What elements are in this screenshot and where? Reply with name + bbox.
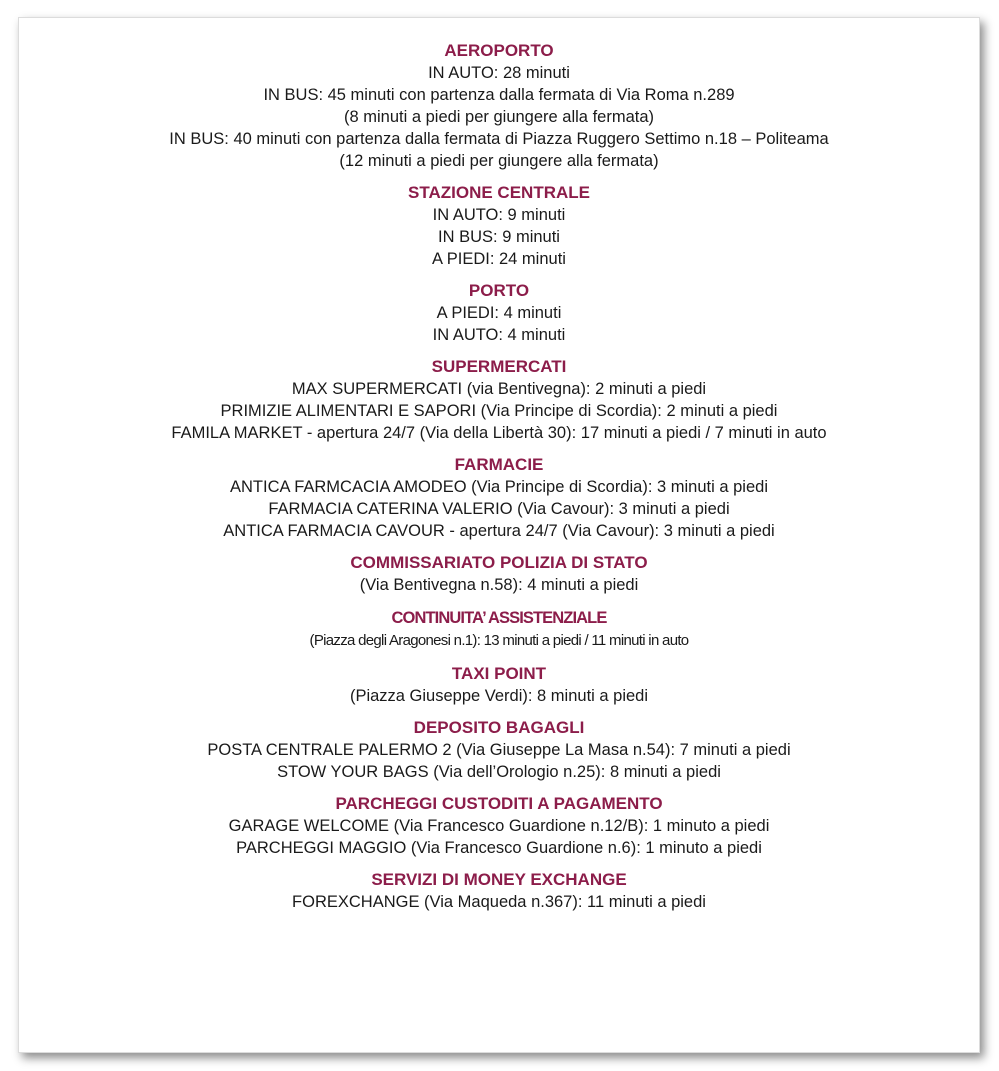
section-title: SERVIZI DI MONEY EXCHANGE	[371, 870, 627, 889]
section-line: ANTICA FARMCACIA AMODEO (Via Principe di Scordia): 3 minuti a piedi	[230, 478, 768, 496]
section-line: (Piazza degli Aragonesi n.1): 13 minuti a piedi / 11 minuti in auto	[309, 632, 689, 649]
section-title: COMMISSARIATO POLIZIA DI STATO	[350, 553, 648, 572]
section-title: STAZIONE CENTRALE	[408, 183, 590, 202]
directions-list	[19, 41, 979, 924]
section-title: TAXI POINT	[451, 664, 547, 683]
section-line: IN AUTO: 9 minuti	[432, 206, 566, 224]
section-parcheggi	[19, 794, 979, 859]
section-line: IN BUS: 9 minuti	[438, 228, 560, 246]
section-line: A PIEDI: 24 minuti	[432, 250, 566, 268]
section-line: (8 minuti a piedi per giungere alla fermata)	[344, 108, 654, 126]
section-line: GARAGE WELCOME (Via Francesco Guardione n.12/B): 1 minuto a piedi	[228, 817, 770, 835]
section-line: (Piazza Giuseppe Verdi): 8 minuti a piedi	[349, 687, 649, 705]
section-continuita-assistenziale	[19, 607, 979, 653]
section-deposito-bagagli	[19, 718, 979, 783]
section-money-exchange	[19, 870, 979, 913]
section-stazione-centrale	[19, 183, 979, 270]
section-line: (Via Bentivegna n.58): 4 minuti a piedi	[359, 576, 639, 594]
section-line: IN AUTO: 4 minuti	[432, 326, 566, 344]
section-title: SUPERMERCATI	[431, 357, 567, 376]
section-line: (12 minuti a piedi per giungere alla fermata)	[339, 152, 659, 170]
section-aeroporto	[19, 41, 979, 172]
section-title: PARCHEGGI CUSTODITI A PAGAMENTO	[335, 794, 663, 813]
section-line: POSTA CENTRALE PALERMO 2 (Via Giuseppe La Masa n.54): 7 minuti a piedi	[207, 741, 791, 759]
section-title: PORTO	[468, 281, 530, 300]
section-line: PARCHEGGI MAGGIO (Via Francesco Guardione n.6): 1 minuto a piedi	[236, 839, 762, 857]
section-line: IN BUS: 40 minuti con partenza dalla fermata di Piazza Ruggero Settimo n.18 – Politeama	[169, 130, 829, 148]
section-supermercati	[19, 357, 979, 444]
section-title: AEROPORTO	[444, 41, 554, 60]
section-line: PRIMIZIE ALIMENTARI E SAPORI (Via Principe di Scordia): 2 minuti a piedi	[220, 402, 778, 420]
section-title: DEPOSITO BAGAGLI	[413, 718, 585, 737]
section-title: FARMACIE	[454, 455, 544, 474]
section-taxi-point	[19, 664, 979, 707]
section-line: FARMACIA CATERINA VALERIO (Via Cavour): 3 minuti a piedi	[268, 500, 730, 518]
section-line: A PIEDI: 4 minuti	[436, 304, 562, 322]
section-line: FAMILA MARKET - apertura 24/7 (Via della Libertà 30): 17 minuti a piedi / 7 minuti in auto	[171, 424, 827, 442]
section-farmacie	[19, 455, 979, 542]
section-porto	[19, 281, 979, 346]
section-line: FOREXCHANGE (Via Maqueda n.367): 11 minuti a piedi	[292, 893, 706, 911]
section-line: ANTICA FARMACIA CAVOUR - apertura 24/7 (Via Cavour): 3 minuti a piedi	[223, 522, 775, 540]
section-line: MAX SUPERMERCATI (via Bentivegna): 2 minuti a piedi	[291, 380, 707, 398]
section-commissariato	[19, 553, 979, 596]
section-line: IN BUS: 45 minuti con partenza dalla fermata di Via Roma n.289	[263, 86, 735, 104]
info-card	[18, 17, 980, 1053]
section-title: CONTINUITA’ ASSISTENZIALE	[391, 609, 607, 627]
section-line: IN AUTO: 28 minuti	[428, 64, 570, 82]
section-line: STOW YOUR BAGS (Via dell’Orologio n.25): 8 minuti a piedi	[277, 763, 721, 781]
